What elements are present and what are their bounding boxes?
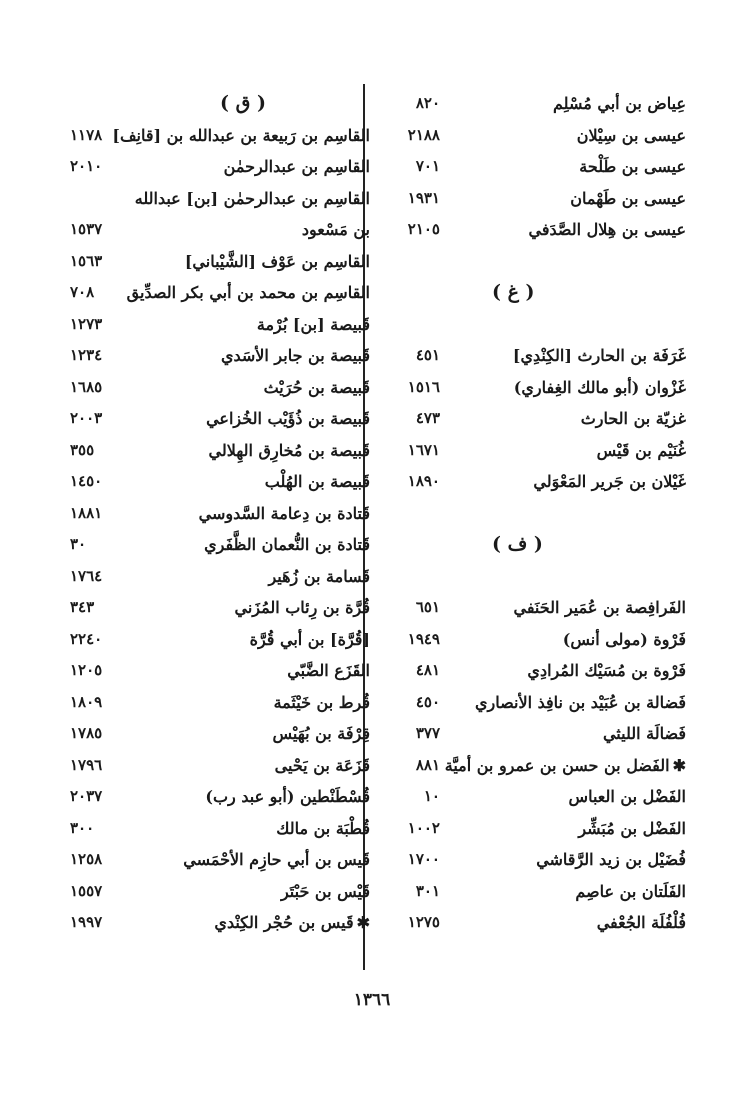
entry-name-text: بن مَسْعود — [301, 220, 370, 239]
entry-name — [563, 624, 686, 656]
entry-number: ١٦٧١ — [407, 440, 440, 459]
index-entry — [70, 781, 370, 813]
entry-name-text: فُضَيْل بن زيد الرَّقاشي — [536, 850, 686, 869]
entry-number: ٢٠١٠ — [70, 157, 103, 175]
entry-number: ١١٧٨ — [70, 125, 103, 144]
entry-name — [275, 750, 370, 782]
index-entry — [70, 120, 370, 152]
entry-name-text: القاسِم بن رَبيعة بن عبدالله بن [قانِف] — [112, 125, 370, 145]
index-entry — [380, 592, 686, 624]
index-entry — [70, 340, 370, 372]
index-entry — [380, 813, 686, 845]
entry-name — [579, 151, 686, 183]
entry-name — [281, 876, 370, 908]
entry-number: ١٤٥٠ — [70, 472, 103, 490]
index-entry — [380, 624, 686, 656]
entry-name — [575, 876, 686, 908]
entry-name — [221, 340, 370, 372]
letter-heading: ( غ ) — [492, 281, 535, 303]
page-number: ١٣٦٦ — [353, 990, 391, 1010]
entry-name-text: الفَضْل بن مُبَشِّر — [578, 818, 686, 838]
entry-name — [603, 718, 686, 750]
entry-name-text: عِياض بن أبي مُسْلِم — [553, 94, 686, 113]
entry-number: ٨٨١ — [415, 755, 440, 774]
entry-number: ٧٠٨ — [70, 283, 95, 301]
index-entry — [70, 655, 370, 687]
entry-number: ١٢٠٥ — [70, 661, 103, 679]
index-entry — [380, 750, 686, 782]
entry-name — [475, 687, 686, 719]
index-entry — [380, 151, 686, 183]
entry-name-text: قُطْبَة بن مالك — [276, 818, 370, 838]
entry-name — [577, 120, 686, 152]
index-entry — [380, 718, 686, 750]
entry-name-text: قِرْفَة بن بُهَيْس — [272, 724, 370, 743]
entry-name-text: عيسى بن طَلْحة — [579, 157, 686, 176]
entry-number: ١٧٦٤ — [70, 566, 103, 585]
index-entry — [380, 907, 686, 939]
entry-name — [287, 655, 370, 687]
index-entry — [70, 372, 370, 404]
entry-number: ١٨٩٠ — [407, 472, 440, 490]
entry-number: ١٧٨٥ — [70, 724, 103, 742]
entry-name — [569, 781, 686, 813]
entry-number: ٨٢٠ — [415, 94, 440, 112]
entry-name-text: فَرْوة بن مُسَيْك المُرادِي — [527, 661, 686, 680]
entry-number: ١٦٨٥ — [70, 377, 103, 396]
index-entry — [380, 876, 686, 908]
entry-number: ٣٥٥ — [70, 440, 95, 459]
entry-number: ٤٥٠ — [415, 692, 440, 711]
entry-number: ١٥٣٧ — [70, 220, 103, 238]
entry-number: ٣٠١ — [415, 881, 440, 900]
entry-name — [183, 844, 370, 876]
entry-name-text: قَيس بن حُجْر الكِنْدي — [214, 913, 354, 932]
entry-number: ٢٠٣٧ — [70, 787, 103, 805]
index-entry — [70, 466, 370, 498]
index-entry — [380, 466, 686, 498]
index-entry — [380, 340, 686, 372]
entry-name-text: الفَضل بن حسن بن عمرو بن أميَّة — [444, 755, 670, 775]
entry-name-text: قَبيصة بن جابر الأسَدي — [220, 346, 370, 365]
entry-number: ١٩٣١ — [407, 188, 440, 207]
entry-name-text: قَزَعَة بن يَحْيى — [274, 755, 370, 775]
entry-name — [597, 435, 686, 467]
entry-name — [204, 529, 370, 561]
spacer — [380, 246, 686, 278]
entry-name-text: قُرط بن خَيْثَمة — [273, 692, 370, 712]
entry-name — [445, 750, 686, 782]
entry-name — [250, 624, 370, 656]
entry-name-text: [قُرَّة] بن أبي قُرَّة — [249, 629, 370, 649]
entry-name-text: قَتادة بن دِعامة السَّدوسي — [198, 503, 370, 523]
index-entry — [70, 592, 370, 624]
index-entry — [380, 183, 686, 215]
index-entry — [70, 813, 370, 845]
entry-name — [527, 655, 686, 687]
entry-name-text: قَبيصة بن مُخارِق الهِلالي — [208, 440, 370, 460]
letter-heading: ( ف ) — [492, 533, 543, 555]
entry-name — [581, 403, 686, 435]
index-entry — [380, 403, 686, 435]
index-entry — [380, 844, 686, 876]
entry-number: ١٨٠٩ — [70, 692, 103, 711]
entry-number: ١٧٩٦ — [70, 755, 103, 774]
entry-number: ٣٠ — [70, 535, 87, 553]
entry-number: ٣٠٠ — [70, 818, 95, 837]
index-entry — [70, 246, 370, 278]
index-entry — [70, 309, 370, 341]
entry-name-text: قَتادة بن النُّعمان الظَّفَري — [204, 535, 370, 554]
entry-name — [209, 435, 370, 467]
entry-number: ٢٢٤٠ — [70, 629, 103, 648]
entry-number: ١٥٦٣ — [70, 251, 103, 270]
entry-name — [276, 813, 370, 845]
index-entry — [70, 844, 370, 876]
entry-name-text: القاسِم بن عَوْف [الشَّيْباني] — [184, 251, 370, 271]
index-entry — [380, 781, 686, 813]
entry-name — [553, 88, 686, 120]
entry-name — [199, 498, 370, 530]
entry-name-text: قَبيصة بن الهُلْب — [264, 472, 370, 491]
index-entry — [380, 435, 686, 467]
entry-number: ٢١٨٨ — [407, 125, 440, 144]
entry-name — [597, 907, 686, 939]
index-entry — [380, 655, 686, 687]
entry-name-text: غَرَفَة بن الحارث [الكِنْدِي] — [512, 346, 686, 365]
entry-name-text: عيسى بن سِيْلان — [576, 125, 686, 145]
entry-name — [205, 781, 370, 813]
entry-name-text: فَضالَة الليثي — [602, 724, 686, 743]
entry-name-text: فَضالة بن عُبَيْد بن نافِذ الأنصاري — [475, 692, 686, 712]
entry-number: ٣٤٣ — [70, 598, 95, 616]
entry-name-text: قَيْس بن حَبْتَر — [280, 881, 370, 901]
entry-name-text: غُنَيْم بن قَيْس — [596, 440, 686, 460]
right-column — [380, 88, 686, 939]
index-entry — [70, 876, 370, 908]
entry-number: ١٩٤٩ — [407, 629, 440, 648]
entry-name-text: الفَضْل بن العباس — [568, 787, 686, 806]
entry-number: ٤٧٣ — [415, 409, 440, 427]
entry-name-text: القاسِم بن عبدالرحمٰن [بن] عبدالله — [134, 188, 370, 208]
entry-number: ١٠ — [423, 787, 440, 805]
entry-name-text: قَبيصة بن ذُؤَيْب الخُزاعي — [206, 409, 370, 428]
index-entry — [70, 498, 370, 530]
entry-name — [302, 214, 370, 246]
entry-number: ١٠٠٢ — [407, 818, 440, 837]
entry-name — [533, 466, 686, 498]
entry-name-text: القاسِم بن محمد بن أبي بكر الصدِّيق — [126, 283, 370, 302]
entry-name-text: الفَرافِصة بن عُمَير الحَنَفي — [513, 598, 686, 617]
entry-name — [224, 151, 370, 183]
entry-number: ١٥٥٧ — [70, 881, 103, 900]
index-entry — [70, 907, 370, 939]
entry-name — [514, 372, 686, 404]
entry-name — [514, 592, 687, 624]
entry-number: ١٢٧٥ — [407, 913, 440, 931]
index-entry — [70, 214, 370, 246]
asterisk-icon: ✱ — [356, 913, 370, 932]
entry-number: ٣٧٧ — [415, 724, 440, 742]
index-entry — [70, 624, 370, 656]
asterisk-icon: ✱ — [672, 755, 686, 775]
entry-number: ١٢٣٤ — [70, 346, 103, 364]
entry-name — [214, 907, 370, 939]
index-entry — [70, 529, 370, 561]
entry-name-text: قَبيصة بن حُرَيْث — [263, 377, 370, 397]
entry-number: ١٢٥٨ — [70, 850, 103, 868]
spacer — [380, 561, 686, 593]
index-entry — [70, 687, 370, 719]
entry-number: ٤٨١ — [415, 661, 440, 679]
entry-name-text: القَزَع الضَّبّي — [287, 661, 370, 680]
index-entry — [380, 214, 686, 246]
entry-name — [570, 183, 686, 215]
entry-number: ٦٥١ — [415, 598, 440, 616]
entry-number: ١٥١٦ — [407, 377, 440, 396]
index-entry — [380, 120, 686, 152]
entry-name — [234, 592, 370, 624]
entry-name — [112, 120, 370, 152]
entry-number: ٤٥١ — [415, 346, 440, 364]
entry-name — [536, 844, 686, 876]
left-column — [70, 88, 370, 939]
entry-name-text: فَرْوة (مولى أنس) — [562, 629, 686, 649]
entry-name — [578, 813, 686, 845]
index-entry — [70, 277, 370, 309]
index-entry — [70, 750, 370, 782]
entry-name-text: قَسامة بن زُهَير — [268, 566, 370, 586]
entry-name-text: قُسْطَنْطين (أبو عبد رب) — [205, 787, 370, 806]
entry-name-text: غَزْوان (أبو مالك الغِفاري) — [513, 377, 686, 397]
index-entry — [70, 561, 370, 593]
letter-heading: ( ق ) — [220, 92, 266, 114]
entry-name — [127, 277, 370, 309]
entry-number: ١٧٠٠ — [407, 850, 440, 868]
entry-name — [206, 403, 370, 435]
entry-number: ١٢٧٣ — [70, 314, 103, 333]
entry-name — [185, 246, 370, 278]
entry-number: ١٨٨١ — [70, 503, 103, 522]
entry-number: ٢٠٠٣ — [70, 409, 103, 427]
index-entry — [380, 687, 686, 719]
entry-name-text: عيسى بن هِلال الصَّدَفي — [528, 220, 686, 239]
entry-name — [265, 466, 370, 498]
entry-name-text: الفَلَتان بن عاصِم — [575, 881, 686, 901]
entry-name — [528, 214, 686, 246]
entry-name — [135, 183, 370, 215]
entry-name-text: قَبيصة [بن] بُرْمة — [256, 314, 370, 334]
entry-name-text: فُلْفُلَة الجُعْفي — [596, 913, 686, 932]
index-entry — [70, 718, 370, 750]
entry-name-text: قَيس بن أبي حازِم الأحْمَسي — [183, 850, 370, 869]
entry-number: ٢١٠٥ — [407, 220, 440, 238]
entry-name — [274, 687, 370, 719]
index-entry — [70, 183, 370, 215]
index-entry — [380, 372, 686, 404]
entry-name — [513, 340, 686, 372]
index-entry — [70, 151, 370, 183]
spacer — [380, 309, 686, 341]
entry-name-text: غَيْلان بن جَرير المَعْوَلي — [533, 472, 686, 491]
entry-name-text: عيسى بن طَهْمان — [570, 188, 686, 208]
spacer — [380, 498, 686, 530]
entry-name-text: غزيّة بن الحارث — [580, 409, 686, 428]
entry-name — [257, 309, 370, 341]
entry-name — [272, 718, 370, 750]
entry-number: ٧٠١ — [415, 157, 440, 175]
index-entry — [70, 435, 370, 467]
entry-number: ١٩٩٧ — [70, 913, 103, 931]
entry-name — [264, 372, 370, 404]
index-entry — [380, 88, 686, 120]
index-entry — [70, 403, 370, 435]
entry-name-text: القاسِم بن عبدالرحمٰن — [223, 157, 370, 176]
entry-name-text: قُرَّة بن رِئاب المُزَني — [234, 598, 370, 617]
entry-name — [268, 561, 370, 593]
